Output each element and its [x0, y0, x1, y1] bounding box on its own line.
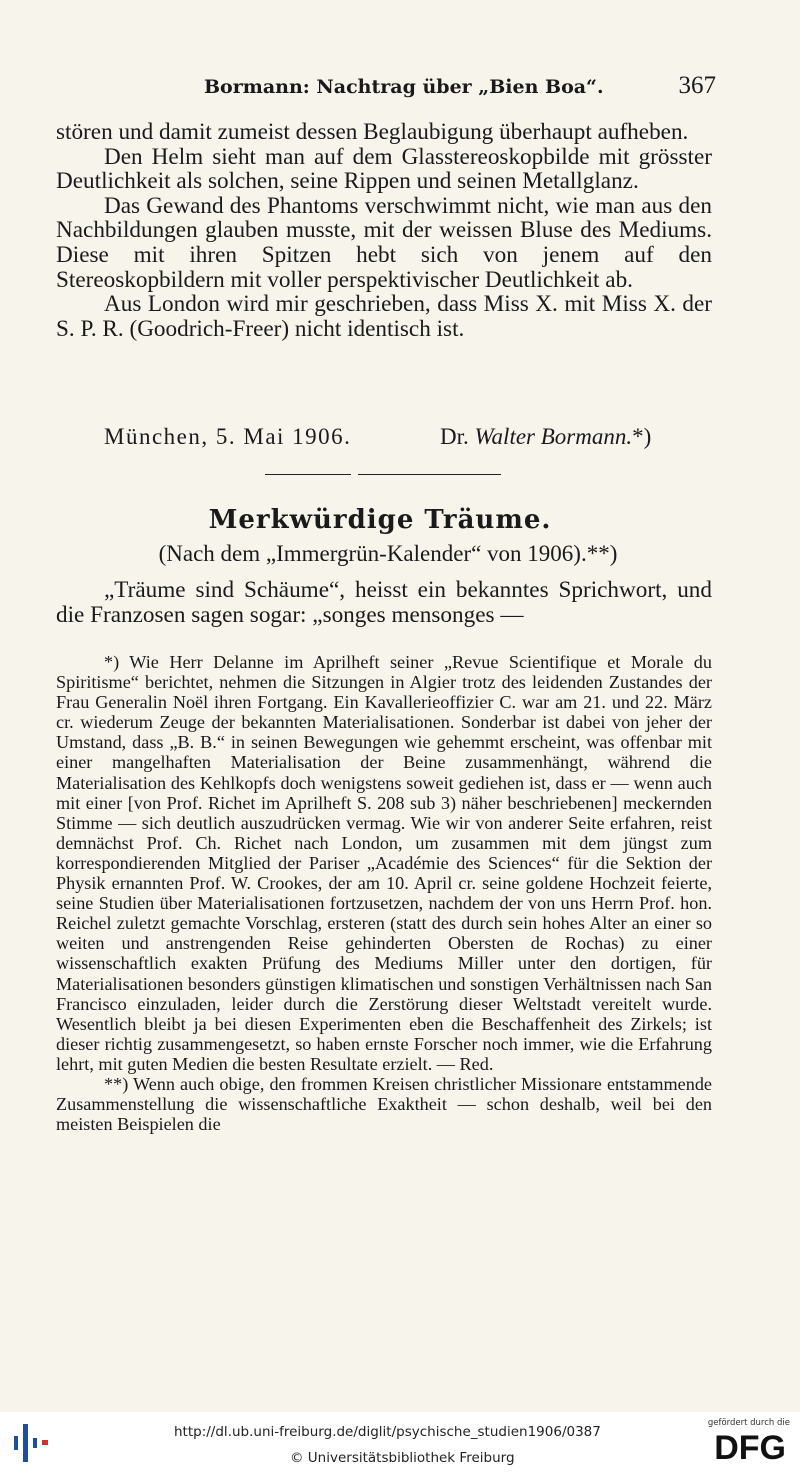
library-logo-icon	[12, 1420, 52, 1468]
article-title: Merkwürdige Träume.	[208, 505, 552, 535]
separator-rule-right	[358, 474, 501, 475]
paragraph-3: Das Gewand des Phantoms verschwimmt nicht, wie man aus den Nachbildungen glauben musste, mit der weissen Bluse des Mediums. Diese mit ihren Spitzen hebt sich von jenem auf den Stereoskopbildern mit voller perspektivischer Deutlichkeit ab.	[56, 192, 712, 293]
paragraph-4: Aus London wird mir geschrieben, dass Miss X. mit Miss X. der S. P. R. (Goodrich-Freer) nicht identisch ist.	[56, 291, 712, 342]
dfg-logo-icon	[706, 1428, 790, 1464]
footnote-1: *) Wie Herr Delanne im Aprilheft seiner „Revue Scientifique et Morale du Spiritisme“ berichtet, nehmen die Sitzungen in Algier trotz des leidenden Zustandes der Frau Generalin Noël ihren Fortgang. Ein Kavallerieoffizier C. war am 21. und 22. März cr. wiederum Zeuge der bekannten Materialisationen. Sonderbar ist dabei von jeher der Umstand, dass „B. B.“ in seinen Bewegungen wie gehemmt erscheint, was offenbar mit einer mangelhaften Materialisation der Beine zusammenhängt, während die Materialisation des Kehlkopfs doch wenigstens soweit gediehen ist, dass er — wenn auch mit einer [von Prof. Richet im Aprilheft S. 208 sub 3) näher beschriebenen] meckernden Stimme — sich deutlich auszudrücken vermag. Wie wir von anderer Seite erfahren, reist demnächst Prof. Ch. Richet nach London, um zusammen mit dem jüngst zum korrespondierenden Mitglied der Pariser „Académie des Sciences“ für die Sektion der Physik ernannten Prof. W. Crookes, der am 10. April cr. seine goldene Hochzeit feierte, seine Studien über Materialisationen fortzusetzen, nachdem der von uns Herrn Prof. hon. Reichel zuletzt gemachte Vorschlag, ersteren (statt des durch sein hohes Alter an einer so weiten und anstrengenden Reise gehinderten Obersten de Rochas) zu einer wissenschaftlich exakten Prüfung des Mediums Miller unter den dortigen, für Materialisationen besonders günstigen klimatischen und sonstigen Verhältnissen nach San Francisco einzuladen, leider durch die Zerstörung dieser Weltstadt vereitelt wurde. Wesentlich bleibt ja bei diesen Experimenten eben die Beschaffenheit des Zirkels; ist dieser richtig zusammengesetzt, so haben ernste Forscher noch immer, wie die Erfahrung lehrt, mit guten Medien die besten Resultate erzielt. — Red.	[56, 652, 712, 1074]
running-title: Bormann: Nachtrag über „Bien Boa“.	[204, 76, 604, 98]
article-intro	[56, 578, 712, 627]
paragraph-1: stören und damit zumeist dessen Beglaubigung überhaupt aufheben.	[56, 119, 689, 145]
signature-mark: *)	[632, 424, 652, 449]
footnotes	[56, 652, 712, 1134]
copyright-notice: © Universitätsbibliothek Freiburg	[290, 1450, 515, 1466]
viewer-footer	[0, 1412, 800, 1472]
page-header	[56, 72, 716, 108]
signature-prefix: Dr.	[440, 424, 469, 449]
paragraph-2: Den Helm sieht man auf dem Glasstereoskopbilde mit grösster Deutlichkeit als solchen, seine Rippen und seinen Metallglanz.	[56, 143, 712, 195]
dateline	[104, 424, 712, 450]
funding-note: gefördert durch die	[707, 1418, 790, 1428]
place-date: München, 5. Mai 1906.	[104, 424, 352, 449]
footnote-2: **) Wenn auch obige, den frommen Kreisen christlicher Missionare entstammende Zusammenstellung die wissenschaftliche Exaktheit — schon deshalb, weil bei den meisten Beispielen die	[56, 1073, 712, 1135]
main-text	[56, 120, 712, 341]
page-number: 367	[678, 72, 716, 99]
permalink-url[interactable]: http://dl.ub.uni-freiburg.de/diglit/psychische_studien1906/0387	[174, 1424, 601, 1440]
dfg-logo	[706, 1418, 790, 1468]
separator-rule-left	[265, 474, 351, 475]
intro-paragraph: „Träume sind Schäume“, heisst ein bekanntes Sprichwort, und die Franzosen sagen sogar: „songes mensonges —	[56, 577, 712, 628]
article-subtitle: (Nach dem „Immergrün-Kalender“ von 1906).**)	[158, 541, 618, 566]
signature	[440, 424, 651, 450]
signature-name: Walter Bormann.	[474, 424, 633, 449]
dfg-logo-text: DFG	[714, 1429, 786, 1464]
